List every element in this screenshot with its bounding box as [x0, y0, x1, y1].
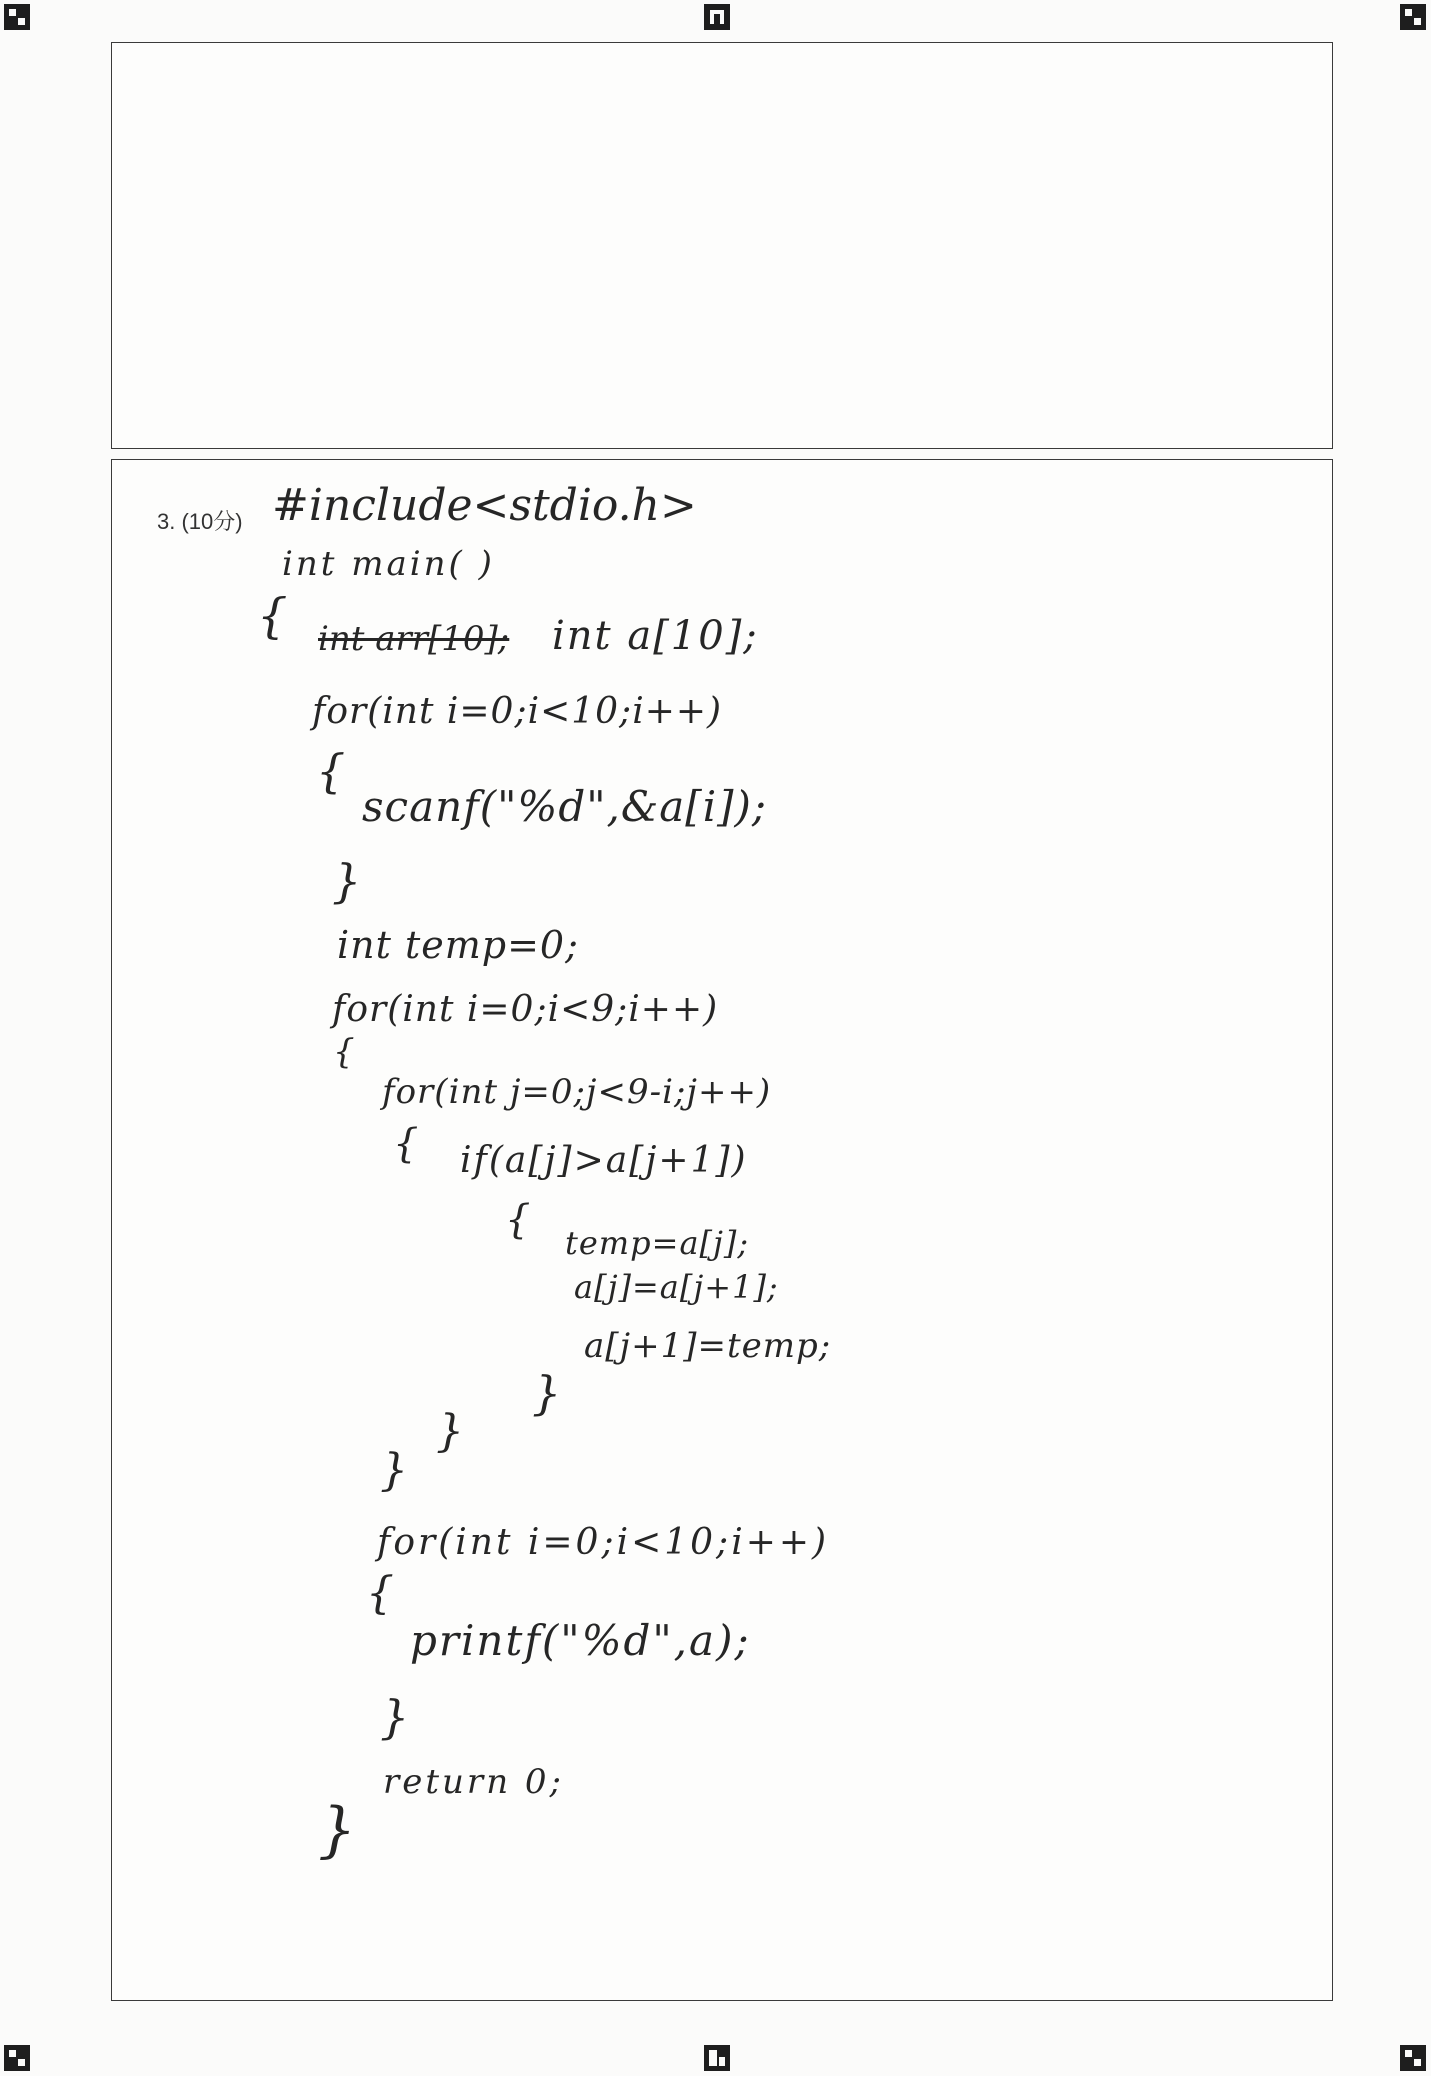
alignment-marker-top-left — [4, 4, 30, 30]
code-inner-sort-open-brace: { — [393, 1121, 419, 1167]
code-if-open-brace: { — [505, 1197, 531, 1243]
code-main-close-brace: } — [318, 1795, 357, 1865]
alignment-marker-top-right — [1400, 4, 1426, 30]
code-outer-sort-open-brace: { — [333, 1032, 355, 1072]
alignment-marker-top-center — [704, 4, 730, 30]
code-temp-declaration: int temp=0; — [337, 923, 579, 967]
code-scanf: scanf("%d",&a[i]); — [362, 782, 768, 831]
code-array-declaration: int a[10]; — [552, 613, 759, 659]
previous-answer-box — [111, 42, 1333, 449]
code-outer-sort-loop: for(int i=0;i<9;i++) — [332, 989, 719, 1030]
code-main-signature: int main( ) — [282, 544, 495, 584]
code-printf: printf("%d",a); — [410, 1616, 751, 1665]
code-for-input-loop: for(int i=0;i<10;i++) — [312, 691, 723, 732]
question-number: 3. (10分) — [157, 509, 243, 534]
code-print-loop: for(int i=0;i<10;i++) — [377, 1522, 830, 1563]
code-for-input-close-brace: } — [332, 854, 362, 908]
code-swap-assign-temp: temp=a[j]; — [565, 1224, 750, 1262]
code-if-close-brace: } — [532, 1366, 562, 1420]
code-print-open-brace: { — [366, 1568, 394, 1619]
code-print-close-brace: } — [380, 1690, 410, 1744]
code-swap-assign-a-j: a[j]=a[j+1]; — [574, 1268, 779, 1306]
code-return: return 0; — [383, 1762, 564, 1802]
code-main-open-brace: { — [257, 588, 288, 644]
alignment-marker-bottom-center — [704, 2045, 730, 2071]
code-inner-sort-close-brace: } — [436, 1406, 464, 1457]
code-outer-sort-close-brace: } — [380, 1445, 408, 1496]
code-if-compare: if(a[j]>a[j+1]) — [460, 1140, 748, 1181]
code-include: #include<stdio.h> — [272, 480, 697, 531]
code-inner-sort-loop: for(int j=0;j<9-i;j++) — [382, 1072, 772, 1112]
code-crossed-out-declaration: int arr[10]; — [318, 619, 510, 659]
alignment-marker-bottom-left — [4, 2045, 30, 2071]
code-swap-assign-a-j-plus-1: a[j+1]=temp; — [584, 1326, 832, 1366]
alignment-marker-bottom-right — [1400, 2045, 1426, 2071]
code-for-input-open-brace: { — [316, 744, 346, 798]
